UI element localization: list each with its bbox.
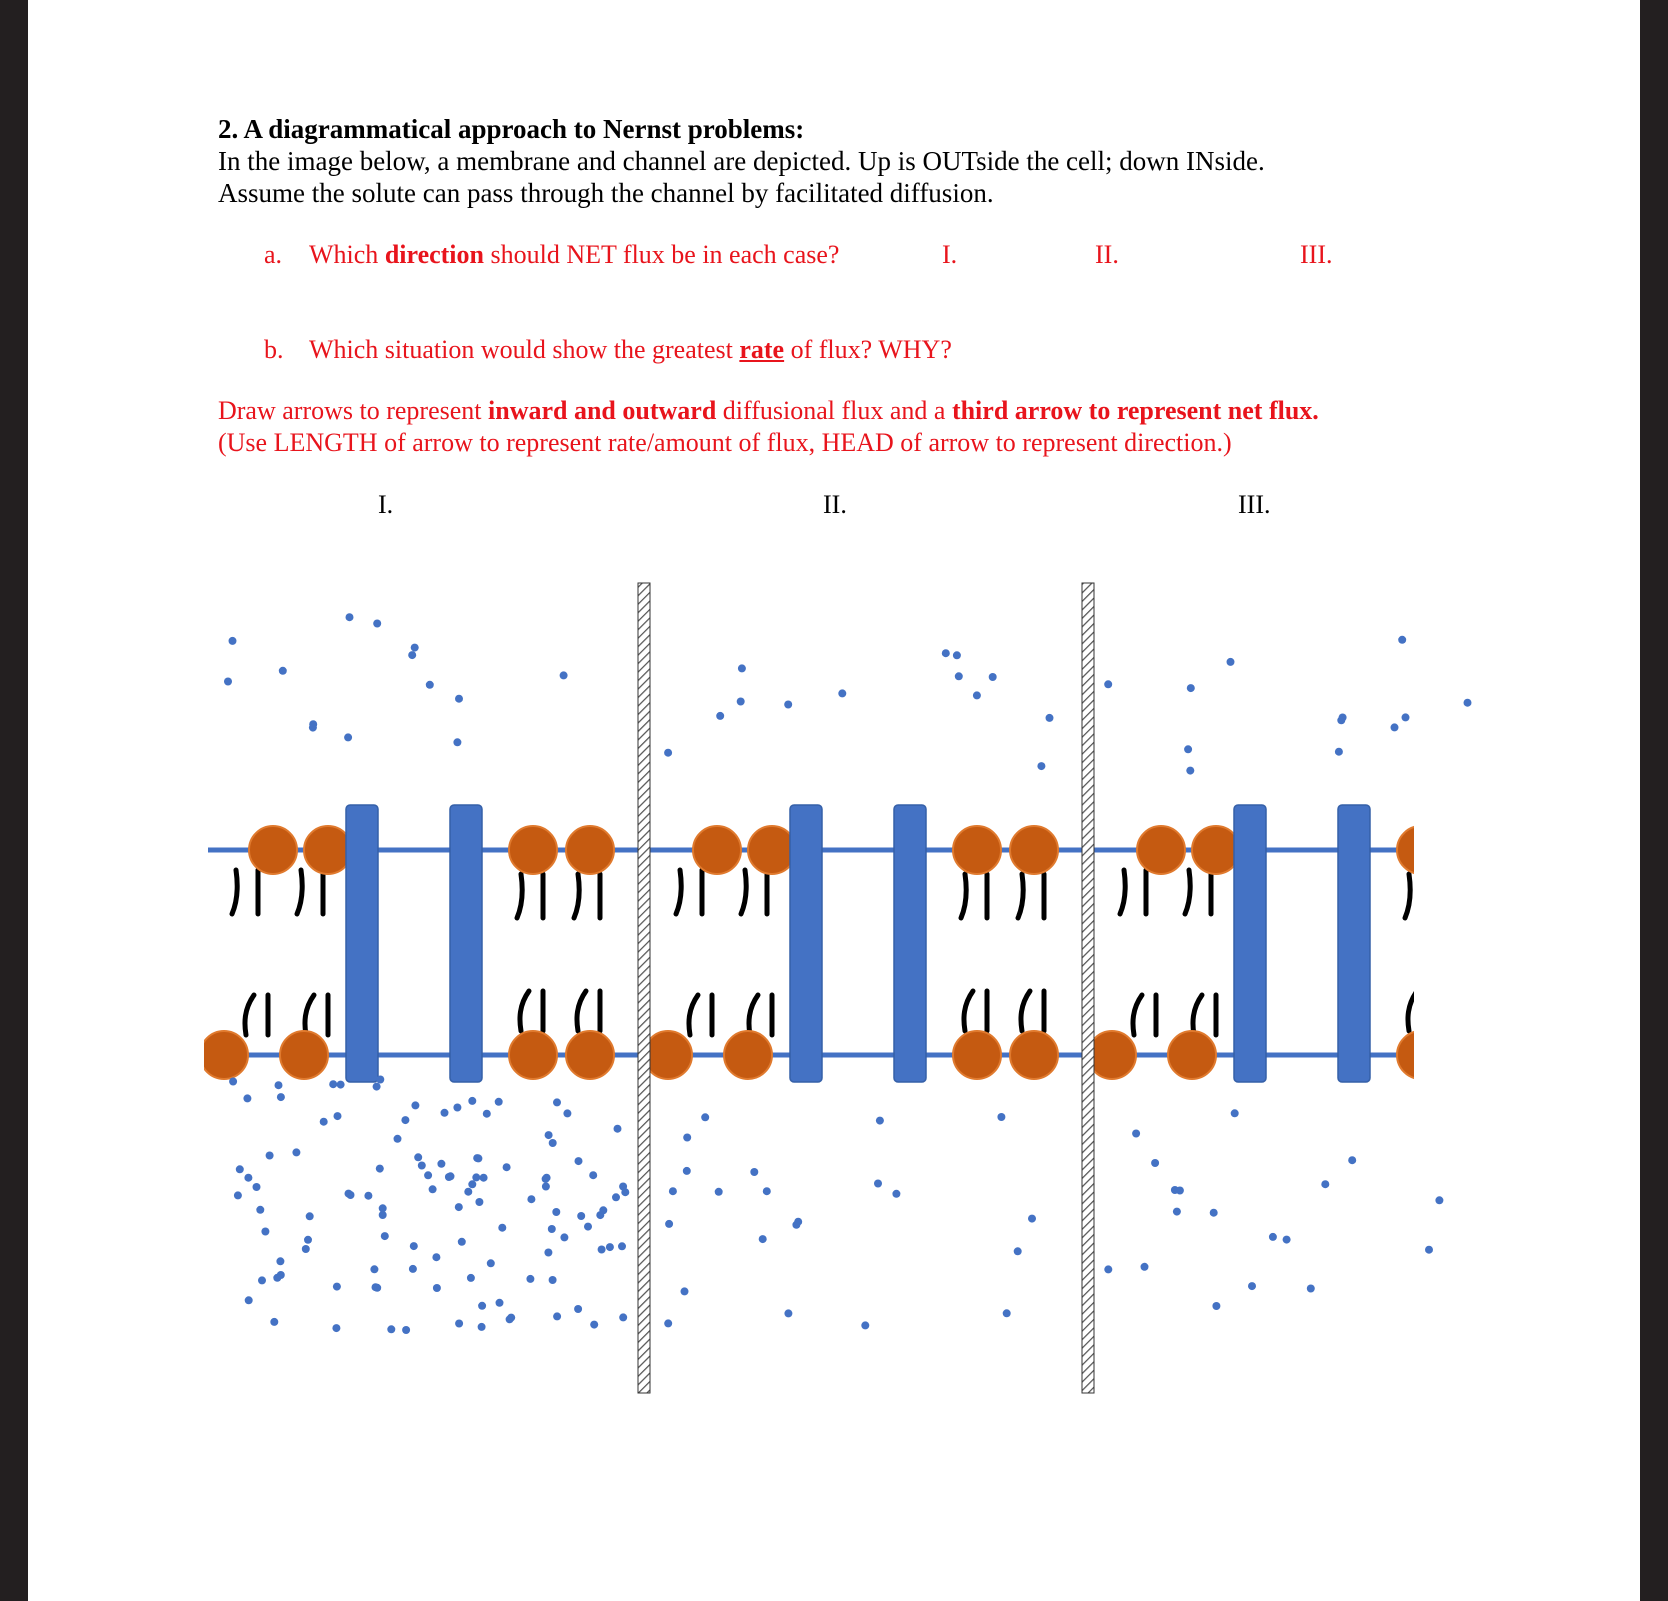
solute-dot-icon — [1037, 762, 1045, 770]
solute-dot-icon — [1248, 1282, 1256, 1290]
solute-dot-icon — [498, 1224, 506, 1232]
solute-dot-icon — [483, 1110, 491, 1118]
solute-dot-icon — [759, 1235, 767, 1243]
solute-dot-icon — [401, 1116, 409, 1124]
solute-dot-icon — [478, 1323, 486, 1331]
solute-dot-icon — [763, 1187, 771, 1195]
solute-dot-icon — [669, 1187, 677, 1195]
solute-dot-icon — [1046, 714, 1054, 722]
solute-dot-icon — [236, 1165, 244, 1173]
lipid-head-icon — [1397, 826, 1445, 874]
solute-dot-icon — [589, 1171, 597, 1179]
solute-dot-icon — [426, 681, 434, 689]
solute-dot-icon — [1141, 1263, 1149, 1271]
solute-dot-icon — [621, 1188, 629, 1196]
solute-dot-icon — [429, 1185, 437, 1193]
solute-dot-icon — [577, 1212, 585, 1220]
solute-dot-icon — [1283, 1236, 1291, 1244]
solute-dot-icon — [258, 1276, 266, 1284]
lipid-tail-icon — [520, 991, 543, 1031]
solute-dot-icon — [320, 1118, 328, 1126]
solute-dot-icon — [277, 1271, 285, 1279]
solute-dot-icon — [277, 1093, 285, 1101]
solute-dot-icon — [997, 1113, 1005, 1121]
solute-dot-icon — [874, 1180, 882, 1188]
solute-dot-icon — [1171, 1186, 1179, 1194]
solute-dot-icon — [715, 1188, 723, 1196]
lipid-tail-icon — [961, 874, 987, 918]
solute-dot-icon — [344, 733, 352, 741]
lipid-head-icon — [509, 826, 557, 874]
solute-dot-icon — [1231, 1109, 1239, 1117]
instruction-part4: third arrow to represent net flux. — [951, 396, 1319, 425]
lipid-tail-icon — [574, 874, 600, 918]
solute-dot-icon — [480, 1174, 488, 1182]
solute-dot-icon — [560, 671, 568, 679]
solute-dot-icon — [334, 1112, 342, 1120]
solute-dot-icon — [409, 1265, 417, 1273]
solute-dot-icon — [503, 1163, 511, 1171]
solute-dot-icon — [224, 678, 232, 686]
solute-dot-icon — [453, 738, 461, 746]
lipid-head-icon — [566, 1031, 614, 1079]
solute-dot-icon — [432, 1253, 440, 1261]
solute-dot-icon — [1104, 1265, 1112, 1273]
lipid-tail-icon — [1462, 874, 1488, 918]
solute-dot-icon — [701, 1113, 709, 1121]
solute-dot-icon — [1227, 658, 1235, 666]
solute-dot-icon — [337, 1081, 345, 1089]
lipid-head-icon — [1137, 826, 1185, 874]
solute-dot-icon — [544, 1249, 552, 1257]
question-a-case-3: III. — [1300, 240, 1333, 269]
lipid-tail-icon — [1193, 995, 1216, 1035]
lipid-tail-icon — [1408, 991, 1431, 1031]
solute-dot-icon — [553, 1098, 561, 1106]
solute-dot-icon — [234, 1191, 242, 1199]
solute-dot-icon — [1210, 1209, 1218, 1217]
solute-dot-icon — [304, 1236, 312, 1244]
solute-dot-icon — [414, 1153, 422, 1161]
solute-dot-icon — [664, 749, 672, 757]
lipid-tail-icon — [964, 991, 987, 1031]
solute-dot-icon — [261, 1228, 269, 1236]
solute-dot-icon — [527, 1195, 535, 1203]
solute-dot-icon — [495, 1098, 503, 1106]
solute-dot-icon — [1187, 684, 1195, 692]
instruction-part2: inward and outward — [488, 396, 717, 425]
question-b-marker: b. — [264, 335, 284, 364]
solute-dot-icon — [472, 1173, 480, 1181]
solute-dot-icon — [1398, 636, 1406, 644]
solute-dot-icon — [575, 1157, 583, 1165]
solute-dot-icon — [542, 1175, 550, 1183]
solute-dot-icon — [784, 701, 792, 709]
solute-dot-icon — [1132, 1130, 1140, 1138]
lipid-tail-icon — [1133, 995, 1156, 1035]
lipid-head-icon — [509, 1031, 557, 1079]
solute-dot-icon — [364, 1192, 372, 1200]
question-b-text-bold: rate — [739, 335, 785, 364]
lipid-tail-icon — [1465, 991, 1488, 1031]
solute-dot-icon — [861, 1321, 869, 1329]
solute-dot-icon — [256, 1206, 264, 1214]
solute-dot-icon — [275, 1081, 283, 1089]
lipid-head-icon — [304, 826, 352, 874]
solute-dot-icon — [1348, 1156, 1356, 1164]
channel-protein-icon — [346, 805, 378, 1082]
solute-dot-icon — [792, 1221, 800, 1229]
solute-dot-icon — [473, 1154, 481, 1162]
solute-dot-icon — [560, 1233, 568, 1241]
solute-dot-icon — [598, 1246, 606, 1254]
lipid-tail-icon — [245, 995, 268, 1035]
solute-dot-icon — [612, 1193, 620, 1201]
lipid-tail-icon — [1185, 870, 1211, 914]
solute-dot-icon — [332, 1324, 340, 1332]
instruction-line2: (Use LENGTH of arrow to represent rate/amount of flux, HEAD of arrow to represent direction.) — [218, 428, 1232, 457]
question-a-case-1: I. — [942, 240, 958, 269]
solute-dot-icon — [942, 649, 950, 657]
solute-dot-icon — [410, 1242, 418, 1250]
solute-dot-icon — [973, 691, 981, 699]
solute-dot-icon — [618, 1242, 626, 1250]
solute-dot-icon — [1014, 1247, 1022, 1255]
solute-dot-icon — [1151, 1159, 1159, 1167]
solute-dot-icon — [876, 1117, 884, 1125]
solute-dot-icon — [548, 1225, 556, 1233]
solute-dot-icon — [468, 1180, 476, 1188]
lipid-head-icon — [249, 826, 297, 874]
solute-dot-icon — [411, 644, 419, 652]
solute-dot-icon — [270, 1318, 278, 1326]
solute-dot-icon — [1212, 1302, 1220, 1310]
solute-dot-icon — [606, 1243, 614, 1251]
lipid-head-icon — [1192, 826, 1240, 874]
question-a-text-bold: direction — [384, 240, 484, 269]
solute-dot-icon — [387, 1325, 395, 1333]
solute-dot-icon — [245, 1296, 253, 1304]
solute-dot-icon — [750, 1168, 758, 1176]
solute-dot-icon — [1003, 1309, 1011, 1317]
lipid-head-icon — [1010, 826, 1058, 874]
solute-dot-icon — [266, 1152, 274, 1160]
solute-dot-icon — [292, 1148, 300, 1156]
solute-dot-icon — [411, 1101, 419, 1109]
solute-dot-icon — [596, 1211, 604, 1219]
solute-dot-icon — [376, 1165, 384, 1173]
solute-dot-icon — [279, 667, 287, 675]
lipid-head-icon — [1088, 1031, 1136, 1079]
solute-dot-icon — [953, 651, 961, 659]
instruction-part1: Draw arrows to represent — [218, 396, 489, 425]
lipid-head-icon — [1454, 1031, 1502, 1079]
lipid-tail-icon — [1021, 991, 1044, 1031]
solute-dot-icon — [664, 1319, 672, 1327]
channel-protein-icon — [1234, 805, 1266, 1082]
question-a-marker: a. — [264, 240, 283, 269]
membrane-diagram — [28, 0, 1640, 1601]
solute-dot-icon — [955, 672, 963, 680]
panel-label-2: II. — [823, 490, 847, 519]
lipid-tail-icon — [1405, 874, 1431, 918]
lipid-tail-icon — [297, 870, 323, 914]
solute-dot-icon — [424, 1171, 432, 1179]
instruction-part3: diffusional flux and a — [716, 396, 952, 425]
solute-dot-icon — [243, 1094, 251, 1102]
solute-dot-icon — [455, 1320, 463, 1328]
solute-dot-icon — [372, 1283, 380, 1291]
solute-dot-icon — [1269, 1233, 1277, 1241]
solute-dot-icon — [838, 689, 846, 697]
solute-dot-icon — [619, 1313, 627, 1321]
solute-dot-icon — [545, 1131, 553, 1139]
solute-dot-icon — [373, 620, 381, 628]
solute-dot-icon — [549, 1276, 557, 1284]
solute-dot-icon — [681, 1287, 689, 1295]
solute-dot-icon — [1339, 714, 1347, 722]
solute-dot-icon — [784, 1309, 792, 1317]
lipid-tail-icon — [517, 874, 543, 918]
lipid-head-icon — [644, 1031, 692, 1079]
lipid-tail-icon — [232, 870, 258, 914]
solute-dot-icon — [229, 1078, 237, 1086]
solute-dot-icon — [306, 1212, 314, 1220]
solute-dot-icon — [989, 673, 997, 681]
solute-dot-icon — [346, 613, 354, 621]
solute-dot-icon — [478, 1302, 486, 1310]
panel-label-1: I. — [378, 490, 394, 519]
solute-dot-icon — [584, 1223, 592, 1231]
channel-protein-icon — [450, 805, 482, 1082]
lipid-tail-icon — [676, 870, 702, 914]
hatched-divider-icon — [1082, 583, 1094, 1393]
problem-intro-line2: Assume the solute can pass through the channel by facilitated diffusion. — [218, 178, 994, 208]
solute-dot-icon — [402, 1326, 410, 1334]
solute-dot-icon — [453, 1104, 461, 1112]
lipid-tail-icon — [749, 995, 772, 1035]
lipid-head-icon — [200, 1031, 248, 1079]
solute-dot-icon — [1184, 745, 1192, 753]
solute-dot-icon — [437, 1160, 445, 1168]
lipid-head-icon — [280, 1031, 328, 1079]
solute-dot-icon — [1321, 1180, 1329, 1188]
solute-dot-icon — [468, 1097, 476, 1105]
solute-dot-icon — [276, 1257, 284, 1265]
lipid-tail-icon — [1018, 874, 1044, 918]
worksheet-page — [28, 0, 1640, 1601]
hatched-divider-icon — [638, 583, 650, 1393]
question-b-text-before: Which situation would show the greatest — [309, 335, 740, 364]
solute-dot-icon — [1307, 1285, 1315, 1293]
solute-dot-icon — [455, 1203, 463, 1211]
lipid-head-icon — [748, 826, 796, 874]
solute-dot-icon — [507, 1314, 515, 1322]
lipid-tail-icon — [1120, 870, 1146, 914]
problem-intro-line1: In the image below, a membrane and channel are depicted. Up is OUTside the cell; down INside. — [218, 146, 1265, 176]
solute-dot-icon — [347, 1191, 355, 1199]
solute-dot-icon — [1425, 1246, 1433, 1254]
lipid-head-icon — [566, 826, 614, 874]
solute-dot-icon — [552, 1208, 560, 1216]
lipid-tail-icon — [577, 991, 600, 1031]
lipid-head-icon — [953, 826, 1001, 874]
solute-dot-icon — [455, 695, 463, 703]
solute-dot-icon — [373, 1083, 381, 1091]
solute-dot-icon — [1104, 680, 1112, 688]
solute-dot-icon — [1028, 1215, 1036, 1223]
solute-dot-icon — [590, 1321, 598, 1329]
lipid-head-icon — [1397, 1031, 1445, 1079]
problem-title: 2. A diagrammatical approach to Nernst problems: — [218, 114, 805, 144]
solute-dot-icon — [1391, 723, 1399, 731]
solute-dot-icon — [563, 1109, 571, 1117]
solute-dot-icon — [1173, 1208, 1181, 1216]
lipid-tail-icon — [741, 870, 767, 914]
solute-dot-icon — [716, 712, 724, 720]
solute-dot-icon — [408, 651, 416, 659]
solute-dot-icon — [665, 1220, 673, 1228]
solute-dot-icon — [302, 1245, 310, 1253]
solute-dot-icon — [441, 1109, 449, 1117]
channel-protein-icon — [790, 805, 822, 1082]
solute-dot-icon — [1435, 1196, 1443, 1204]
solute-dot-icon — [394, 1135, 402, 1143]
solute-dot-icon — [309, 724, 317, 732]
lipid-head-icon — [1168, 1031, 1216, 1079]
solute-dot-icon — [229, 637, 237, 645]
lipid-head-icon — [953, 1031, 1001, 1079]
question-a-text-before: Which — [309, 240, 385, 269]
lipid-head-icon — [693, 826, 741, 874]
solute-dot-icon — [553, 1312, 561, 1320]
solute-dot-icon — [418, 1162, 426, 1170]
question-b-text-after: of flux? WHY? — [784, 335, 952, 364]
solute-dot-icon — [253, 1183, 261, 1191]
solute-dot-icon — [379, 1204, 387, 1212]
solute-dot-icon — [433, 1284, 441, 1292]
solute-dot-icon — [487, 1259, 495, 1267]
solute-dot-icon — [329, 1080, 337, 1088]
solute-dot-icon — [614, 1125, 622, 1133]
lipid-head-icon — [1010, 1031, 1058, 1079]
solute-dot-icon — [370, 1265, 378, 1273]
solute-dot-icon — [333, 1283, 341, 1291]
solute-dot-icon — [244, 1174, 252, 1182]
solute-dot-icon — [1402, 713, 1410, 721]
lipid-head-icon — [1454, 826, 1502, 874]
solute-dot-icon — [1464, 699, 1472, 707]
solute-dot-icon — [737, 698, 745, 706]
solute-dot-icon — [1186, 767, 1194, 775]
lipid-tail-icon — [689, 995, 712, 1035]
solute-dot-icon — [738, 664, 746, 672]
solute-dot-icon — [458, 1238, 466, 1246]
question-a-text-after: should NET flux be in each case? — [484, 240, 840, 269]
solute-dot-icon — [549, 1139, 557, 1147]
solute-dot-icon — [496, 1299, 504, 1307]
solute-dot-icon — [464, 1188, 472, 1196]
solute-dot-icon — [447, 1172, 455, 1180]
panel-label-3: III. — [1238, 490, 1271, 519]
channel-protein-icon — [894, 805, 926, 1082]
solute-dot-icon — [683, 1167, 691, 1175]
solute-dot-icon — [376, 1076, 384, 1084]
solute-dot-icon — [475, 1198, 483, 1206]
solute-dot-icon — [683, 1134, 691, 1142]
solute-dot-icon — [526, 1275, 534, 1283]
solute-dot-icon — [574, 1305, 582, 1313]
lipid-tail-icon — [305, 995, 328, 1035]
question-a-case-2: II. — [1095, 240, 1119, 269]
solute-dot-icon — [542, 1183, 550, 1191]
solute-dot-icon — [381, 1232, 389, 1240]
solute-dot-icon — [467, 1274, 475, 1282]
solute-dot-icon — [1335, 748, 1343, 756]
channel-protein-icon — [1338, 805, 1370, 1082]
solute-dot-icon — [892, 1190, 900, 1198]
lipid-head-icon — [724, 1031, 772, 1079]
